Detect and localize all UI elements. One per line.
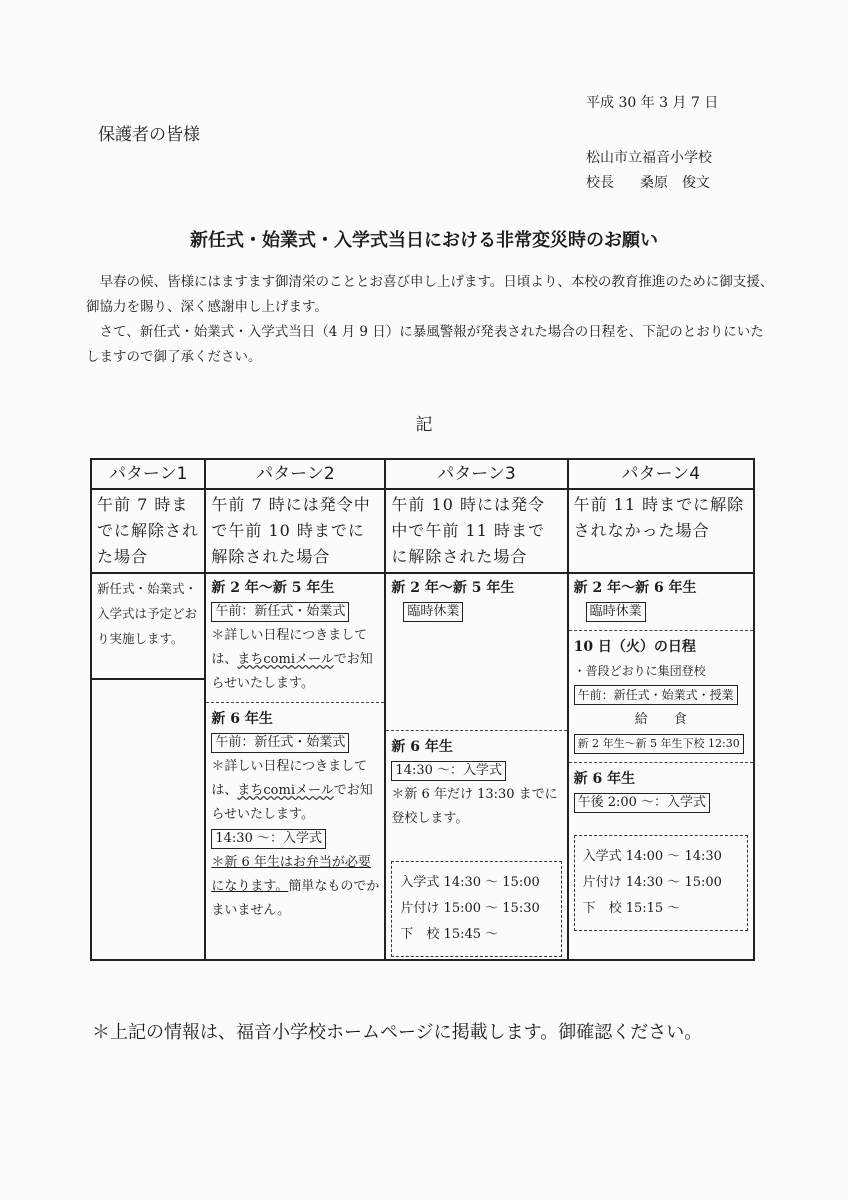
document-title: 新任式・始業式・入学式当日における非常変災時のお願い xyxy=(190,230,658,251)
body-paragraph-1: 早春の候、皆様にはますます御清栄のこととお喜び申し上げます。日頃より、本校の教育推進のために御支援、御協力を賜り、深く感謝申し上げます。 xyxy=(86,274,774,315)
p4-lunch: 給 食 xyxy=(634,712,687,727)
header-pattern-2: パターン2 xyxy=(205,459,385,489)
pattern-1-detail: 新任式・始業式・入学式は予定どおり実施します。 xyxy=(91,573,205,679)
condition-pattern-3: 午前 10 時には発令中で午前 11 時までに解除された場合 xyxy=(385,489,567,573)
p2-separator xyxy=(206,702,384,703)
pattern-4-detail xyxy=(568,573,754,960)
header-pattern-3: パターン3 xyxy=(385,459,567,489)
pattern-1-empty xyxy=(91,679,205,960)
p3-sched-3: 下 校 15:45 ～ xyxy=(400,927,499,942)
p2-note-b xyxy=(211,755,379,827)
header-pattern-1: パターン1 xyxy=(91,459,205,489)
p2-note-b-pre: ＊詳しい日程につきましては、 xyxy=(211,759,368,798)
p4-separator-a xyxy=(569,630,753,631)
document-body xyxy=(86,270,776,370)
document-date: 平成 30 年 3 月 7 日 xyxy=(586,95,719,111)
p4-sched-2: 片付け 14:30 ～ 15:00 xyxy=(582,875,722,890)
p4-box-d: 午後 2:00 ～：入学式 xyxy=(574,793,710,813)
p4-sched-3: 下 校 15:15 ～ xyxy=(582,901,681,916)
p2-note-b-link: まちcomiメール xyxy=(237,783,334,798)
p3-schedule-box xyxy=(391,861,561,957)
p2-box-c: 14:30 ～：入学式 xyxy=(211,829,326,849)
pattern-2-detail xyxy=(205,573,385,960)
p3-box-a: 臨時休業 xyxy=(403,602,463,622)
p4-schedule-box xyxy=(574,835,748,931)
condition-pattern-1: 午前 7 時までに解除された場合 xyxy=(91,489,205,573)
p2-note-a-link: まちcomiメール xyxy=(237,652,334,667)
recipient: 保護者の皆様 xyxy=(98,125,200,145)
footer-note: ＊上記の情報は、福音小学校ホームページに掲載します。御確認ください。 xyxy=(92,1022,703,1043)
p3-box-b: 14:30 ～：入学式 xyxy=(391,761,506,781)
school-name: 松山市立福音小学校 xyxy=(586,150,712,166)
principal-name: 桑原 俊文 xyxy=(640,175,710,191)
p2-note-c-underlined: ＊新 6 年生はお弁当が必要になります。 xyxy=(211,855,371,894)
p2-note-b-post: でお知らせいたします。 xyxy=(211,783,373,822)
p4-box-a: 臨時休業 xyxy=(586,602,646,622)
p3-heading-a: 新 2 年～新 5 年生 xyxy=(391,580,515,596)
p3-sched-1: 入学式 14:30 ～ 15:00 xyxy=(400,875,540,890)
p3-sched-2: 片付け 15:00 ～ 15:30 xyxy=(400,901,540,916)
pattern-3-detail xyxy=(385,573,567,960)
p3-note-b: ＊新 6 年だけ 13:30 までに登校します。 xyxy=(391,787,558,826)
schedule-table xyxy=(90,458,755,961)
p4-heading-b: 10 日（火）の日程 xyxy=(573,639,696,655)
body-paragraph-2: さて、新任式・始業式・入学式当日（4 月 9 日）に暴風警報が発表された場合の日程を、下記のとおりにいたしますので御了承ください。 xyxy=(86,324,764,365)
p2-note-a-pre: ＊詳しい日程につきましては、 xyxy=(211,628,368,667)
p3-heading-b: 新 6 年生 xyxy=(391,739,453,755)
p2-heading-b: 新 6 年生 xyxy=(211,711,273,727)
condition-pattern-4: 午前 11 時までに解除されなかった場合 xyxy=(568,489,754,573)
p2-heading-a: 新 2 年～新 5 年生 xyxy=(211,580,335,596)
p4-heading-a: 新 2 年～新 6 年生 xyxy=(573,580,697,596)
condition-pattern-2: 午前 7 時には発令中で午前 10 時までに解除された場合 xyxy=(205,489,385,573)
principal-title: 校長 xyxy=(586,175,614,191)
ki-heading: 記 xyxy=(415,415,433,435)
p4-heading-c: 新 6 年生 xyxy=(573,771,636,787)
header-row xyxy=(91,459,754,489)
p2-note-c xyxy=(211,851,379,923)
p4-box-c: 新 2 年生～新 5 年生下校 12:30 xyxy=(574,734,744,754)
condition-row xyxy=(91,489,754,573)
header-pattern-4: パターン4 xyxy=(568,459,754,489)
p3-separator xyxy=(386,730,566,731)
p2-box-a: 午前：新任式・始業式 xyxy=(211,602,349,622)
p4-separator-b xyxy=(569,762,753,763)
p4-line-b: ・普段どおりに集団登校 xyxy=(573,664,706,678)
detail-row-1 xyxy=(91,573,754,679)
principal xyxy=(586,172,710,192)
p4-sched-1: 入学式 14:00 ～ 14:30 xyxy=(582,849,722,864)
p4-box-b: 午前：新任式・始業式・授業 xyxy=(574,685,738,705)
p2-box-b: 午前：新任式・始業式 xyxy=(211,733,349,753)
p2-note-a xyxy=(211,624,379,696)
p2-note-a-post: でお知らせいたします。 xyxy=(211,652,373,691)
p2-note-c-rest: 簡単なものでかまいません。 xyxy=(211,879,380,918)
